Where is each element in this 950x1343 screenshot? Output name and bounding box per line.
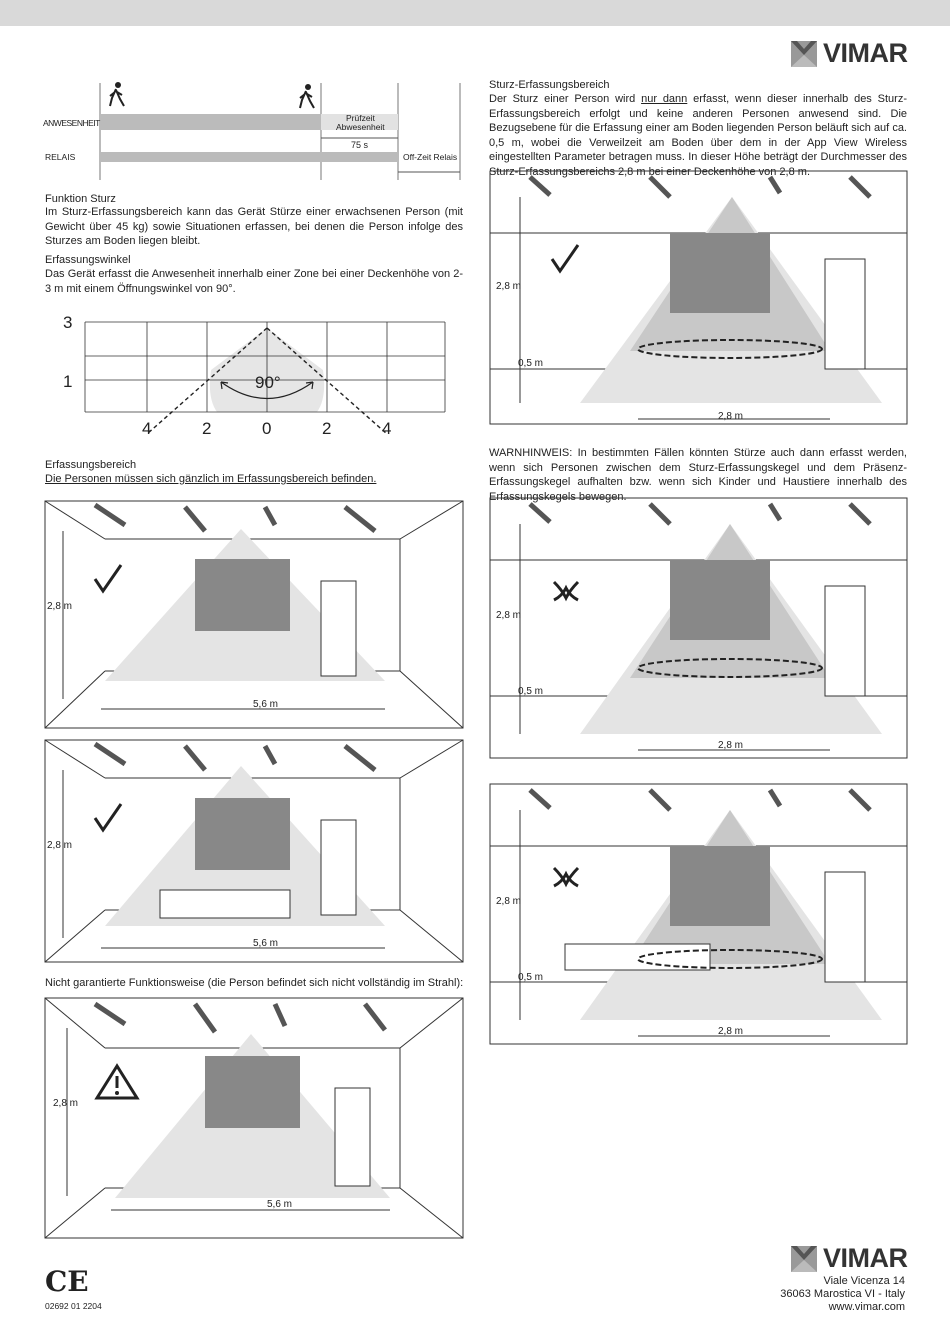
relais-label: RELAIS bbox=[45, 152, 76, 162]
brand-logo-footer bbox=[791, 1243, 908, 1274]
x-tick: 4 bbox=[382, 419, 392, 438]
x-tick: 4 bbox=[142, 419, 152, 438]
erfassung-body: Die Personen müssen sich gänzlich im Erfassungsbereich befinden. bbox=[45, 473, 377, 485]
height-label: 2,8 m bbox=[53, 1098, 79, 1109]
brand-name: VIMAR bbox=[823, 1243, 908, 1273]
abwesenheit-label: Abwesenheit bbox=[336, 122, 385, 132]
duration-label: 75 s bbox=[351, 140, 369, 150]
pruefzeit-label: Prüfzeit bbox=[346, 113, 375, 123]
cross-icon bbox=[554, 868, 578, 886]
x-tick: 2 bbox=[322, 419, 332, 438]
room-fall-bed-no bbox=[490, 784, 907, 1044]
brand-logo bbox=[791, 38, 908, 69]
angle-chart bbox=[55, 310, 455, 440]
offzeit-label: Off-Zeit Relais bbox=[403, 152, 458, 162]
room-fall-ok bbox=[490, 171, 907, 424]
height-label: 2,8 m bbox=[47, 840, 73, 851]
check-icon bbox=[95, 565, 121, 591]
anwesenheit-label: ANWESENHEIT bbox=[43, 118, 100, 128]
website-link[interactable]: www.vimar.com bbox=[828, 1301, 905, 1313]
width-label: 5,6 m bbox=[253, 699, 279, 710]
sturz-area-body: Der Sturz einer Person wird nur dann erfasst, wenn dieser innerhalb des Sturz-Erfassungsbereich erfolgt und keine anderen Personen anwesend sind. Die Bezugsebene für die Erfassung einer am Boden liegenden Person beläuft sich auf ca. 0,5 m, wobei die Verweilzeit am Boden über dem in der App View Wireless eingestellten Parameter betragen muss. In dieser Höhe beträgt der Durchmesser des Sturz-Erfassungsbereichs 2,8 m bei einer Deckenhöhe von 2,8 m. bbox=[489, 93, 907, 178]
timing-diagram bbox=[40, 78, 470, 183]
height-label: 2,8 m bbox=[47, 601, 73, 612]
room-bed-ok bbox=[45, 740, 463, 962]
width-label: 2,8 m bbox=[718, 1026, 744, 1037]
funktion-body: Im Sturz-Erfassungsbereich kann das Gerät Stürze einer erwachsenen Person (mit Gewicht über 45 kg) sowie Situationen erfassen, bei denen die Person infolge des Sturzes am Boden liegen bleibt. bbox=[45, 206, 463, 247]
walking-person-icon bbox=[300, 84, 314, 108]
address-line: Viale Vicenza 14 bbox=[823, 1275, 905, 1287]
width-label: 2,8 m bbox=[718, 411, 744, 422]
height-label: 2,8 m bbox=[496, 281, 522, 292]
walking-person-icon bbox=[110, 82, 124, 106]
funktion-title: Funktion Sturz bbox=[45, 193, 116, 205]
cross-icon bbox=[554, 582, 578, 600]
width-label: 5,6 m bbox=[267, 1199, 293, 1210]
erfassung-title: Erfassungsbereich bbox=[45, 459, 137, 471]
room-desk-warning bbox=[45, 998, 463, 1238]
check-icon bbox=[95, 804, 121, 830]
floor-height-label: 0,5 m bbox=[518, 686, 544, 697]
y-tick-1: 1 bbox=[63, 372, 73, 391]
angle-label: 90° bbox=[255, 373, 281, 392]
floor-height-label: 0,5 m bbox=[518, 972, 544, 983]
winkel-title: Erfassungswinkel bbox=[45, 254, 131, 266]
nicht-body: Nicht garantierte Funktionsweise (die Person befindet sich nicht vollständig im Strahl): bbox=[45, 977, 464, 989]
x-tick: 2 bbox=[202, 419, 212, 438]
brand-name: VIMAR bbox=[823, 38, 908, 68]
height-label: 2,8 m bbox=[496, 610, 522, 621]
vimar-logo-icon bbox=[791, 41, 817, 67]
y-tick-3: 3 bbox=[63, 313, 73, 332]
room-desk-ok bbox=[45, 501, 463, 728]
warning-icon bbox=[97, 1066, 137, 1098]
width-label: 2,8 m bbox=[718, 740, 744, 751]
width-label: 5,6 m bbox=[253, 938, 279, 949]
winkel-body: Das Gerät erfasst die Anwesenheit innerhalb einer Zone bei einer Deckenhöhe von 2-3 m mit einem Öffnungswinkel von 90°. bbox=[45, 268, 463, 295]
top-bar bbox=[0, 0, 950, 26]
floor-height-label: 0,5 m bbox=[518, 358, 544, 369]
doc-code: 02692 01 2204 bbox=[45, 1301, 102, 1311]
sturz-area-title: Sturz-Erfassungsbereich bbox=[489, 79, 610, 91]
address bbox=[780, 1275, 905, 1314]
ce-mark: CE bbox=[45, 1265, 89, 1298]
vimar-logo-icon bbox=[791, 1246, 817, 1272]
height-label: 2,8 m bbox=[496, 896, 522, 907]
x-tick: 0 bbox=[262, 419, 272, 438]
address-line: 36063 Marostica VI - Italy bbox=[780, 1288, 905, 1300]
room-fall-desk-no bbox=[490, 498, 907, 758]
warn-body: WARNHINWEIS: In bestimmten Fällen könnten Stürze auch dann erfasst werden, wenn sich Personen zwischen dem Sturz-Erfassungskegel und dem Präsenz-Erfassungskegel aufhalten bzw. wenn sich Kinder und Haustiere innerhalb des Erfassungskegels bewegen. bbox=[489, 447, 907, 503]
check-icon bbox=[552, 245, 578, 271]
